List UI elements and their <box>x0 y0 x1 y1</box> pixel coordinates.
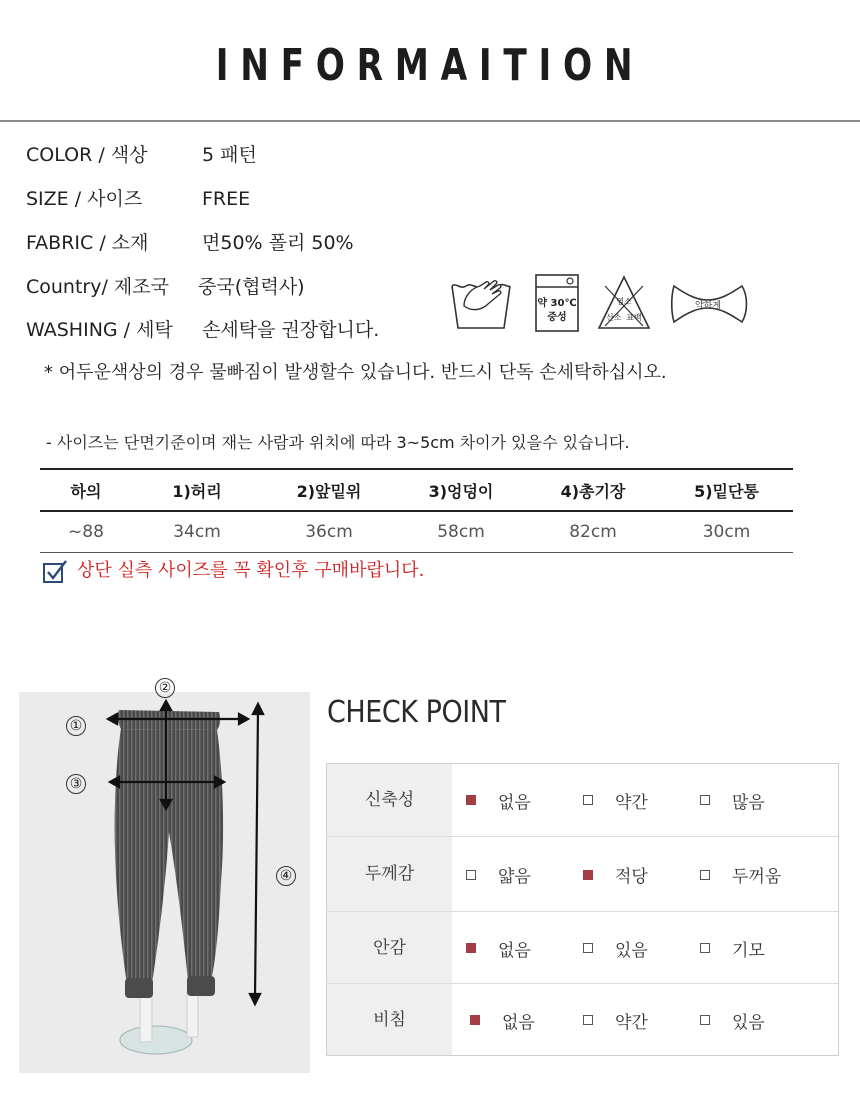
option <box>583 837 648 912</box>
machine-wash-30-icon <box>534 272 580 334</box>
checkbox-checked <box>583 870 593 880</box>
size-table <box>40 468 793 553</box>
table-header-cell: 1)허리 <box>172 481 222 501</box>
option <box>700 912 765 984</box>
check-point-options <box>452 764 838 836</box>
table-header-row <box>40 470 793 510</box>
check-point-label: 두께감 <box>327 837 452 911</box>
checkbox-unchecked <box>583 1015 593 1025</box>
no-bleach-icon <box>596 274 652 332</box>
check-point-options <box>452 912 838 983</box>
checkbox-checked <box>470 1015 480 1025</box>
checkbox-unchecked <box>466 870 476 880</box>
option-label: 없음 <box>502 1012 535 1033</box>
check-note-text: 상단 실측 사이즈를 꼭 확인후 구매바랍니다. <box>77 560 425 581</box>
info-row-fabric <box>26 228 354 255</box>
info-value: 5 패턴 <box>202 144 257 166</box>
option-label: 약간 <box>615 1012 648 1033</box>
option <box>700 764 765 836</box>
check-point-options <box>452 984 838 1055</box>
check-point-label: 안감 <box>327 912 452 983</box>
care-icons <box>446 272 750 334</box>
option <box>466 837 531 912</box>
check-point-label: 비침 <box>327 984 452 1055</box>
check-point-row <box>327 764 838 836</box>
hand-wash-icon <box>446 272 514 334</box>
option-label: 적당 <box>615 867 648 887</box>
checkbox-unchecked <box>700 1015 710 1025</box>
table-header-cell: 하의 <box>70 481 102 501</box>
table-cell: 36cm <box>305 522 353 542</box>
option-label: 두꺼움 <box>732 867 782 887</box>
color-bleed-notice: * 어두운색상의 경우 물빠짐이 발생할수 있습니다. 반드시 단독 손세탁하십시오. <box>44 362 667 383</box>
option <box>470 984 535 1056</box>
info-label: Country/ 제조국 <box>26 276 169 298</box>
option-label: 있음 <box>615 940 648 961</box>
table-cell: 34cm <box>173 522 221 542</box>
measure-marker-3: ③ <box>66 774 86 794</box>
size-note: - 사이즈는 단면기준이며 재는 사람과 위치에 따라 3~5cm 차이가 있을수 있습니다. <box>46 433 630 452</box>
check-point-label: 신축성 <box>327 764 452 836</box>
check-point-table <box>326 763 839 1056</box>
option <box>466 764 531 836</box>
info-label: FABRIC / 소재 <box>26 232 149 254</box>
info-label: COLOR / 색상 <box>26 144 148 166</box>
product-photo <box>19 692 310 1073</box>
checkbox-checked <box>466 795 476 805</box>
option-label: 있음 <box>732 1012 765 1033</box>
table-cell: 30cm <box>702 522 751 542</box>
option <box>700 984 765 1056</box>
checkbox-unchecked <box>583 795 593 805</box>
option-label: 기모 <box>732 940 765 961</box>
checkbox-unchecked <box>583 943 593 953</box>
option <box>583 764 648 836</box>
info-value: 면50% 폴리 50% <box>202 232 354 254</box>
option <box>583 984 648 1056</box>
table-cell: 58cm <box>437 522 485 542</box>
dry-text: 약하게 <box>694 301 722 311</box>
bleach-right-text: 표백 <box>626 313 642 322</box>
checkbox-unchecked <box>700 943 710 953</box>
wash-temp-text: 약 30℃ <box>537 298 577 309</box>
table-cell: ~88 <box>68 522 104 542</box>
wash-detergent-text: 중성 <box>547 312 567 323</box>
info-row-washing <box>26 315 379 342</box>
bleach-left-text: 산소 <box>606 313 622 322</box>
option-label: 얇음 <box>498 867 531 887</box>
check-point-row <box>327 836 838 911</box>
check-point-row <box>327 983 838 1055</box>
checkbox-checked-icon <box>42 558 68 584</box>
option <box>466 912 531 984</box>
measure-marker-1: ① <box>66 716 86 736</box>
page-title: INFORMAITION <box>215 40 645 91</box>
table-row <box>40 512 793 552</box>
info-row-size <box>26 184 250 211</box>
option-label: 많음 <box>732 792 765 813</box>
title-divider <box>0 120 860 122</box>
info-row-color <box>26 140 257 167</box>
info-label: WASHING / 세탁 <box>26 319 173 341</box>
table-cell: 82cm <box>569 522 617 542</box>
check-point-row <box>327 911 838 983</box>
pants-image <box>19 692 310 1073</box>
table-rule <box>40 552 793 553</box>
checkbox-unchecked <box>700 870 710 880</box>
option-label: 없음 <box>498 792 531 813</box>
info-value: 손세탁을 권장합니다. <box>202 319 380 341</box>
info-label: SIZE / 사이즈 <box>26 188 143 210</box>
check-point-title: CHECK POINT <box>327 695 506 730</box>
info-value: 중국(협력사) <box>198 276 305 298</box>
measure-marker-4: ④ <box>276 866 296 886</box>
gentle-dry-icon <box>668 282 750 326</box>
checkbox-checked <box>466 943 476 953</box>
table-header-cell: 5)밑단통 <box>694 481 759 501</box>
option-label: 약간 <box>615 792 648 813</box>
measure-marker-2: ② <box>155 678 175 698</box>
checkbox-unchecked <box>700 795 710 805</box>
option-label: 없음 <box>498 940 531 961</box>
info-row-country <box>26 272 305 299</box>
option <box>700 837 781 912</box>
check-point-options <box>452 837 838 911</box>
info-value: FREE <box>202 188 251 210</box>
option <box>583 912 648 984</box>
table-header-cell: 3)엉덩이 <box>428 481 494 501</box>
bleach-top-text: 염소 <box>616 297 632 306</box>
table-header-cell: 2)앞밑위 <box>296 481 362 501</box>
table-header-cell: 4)총기장 <box>560 481 626 501</box>
